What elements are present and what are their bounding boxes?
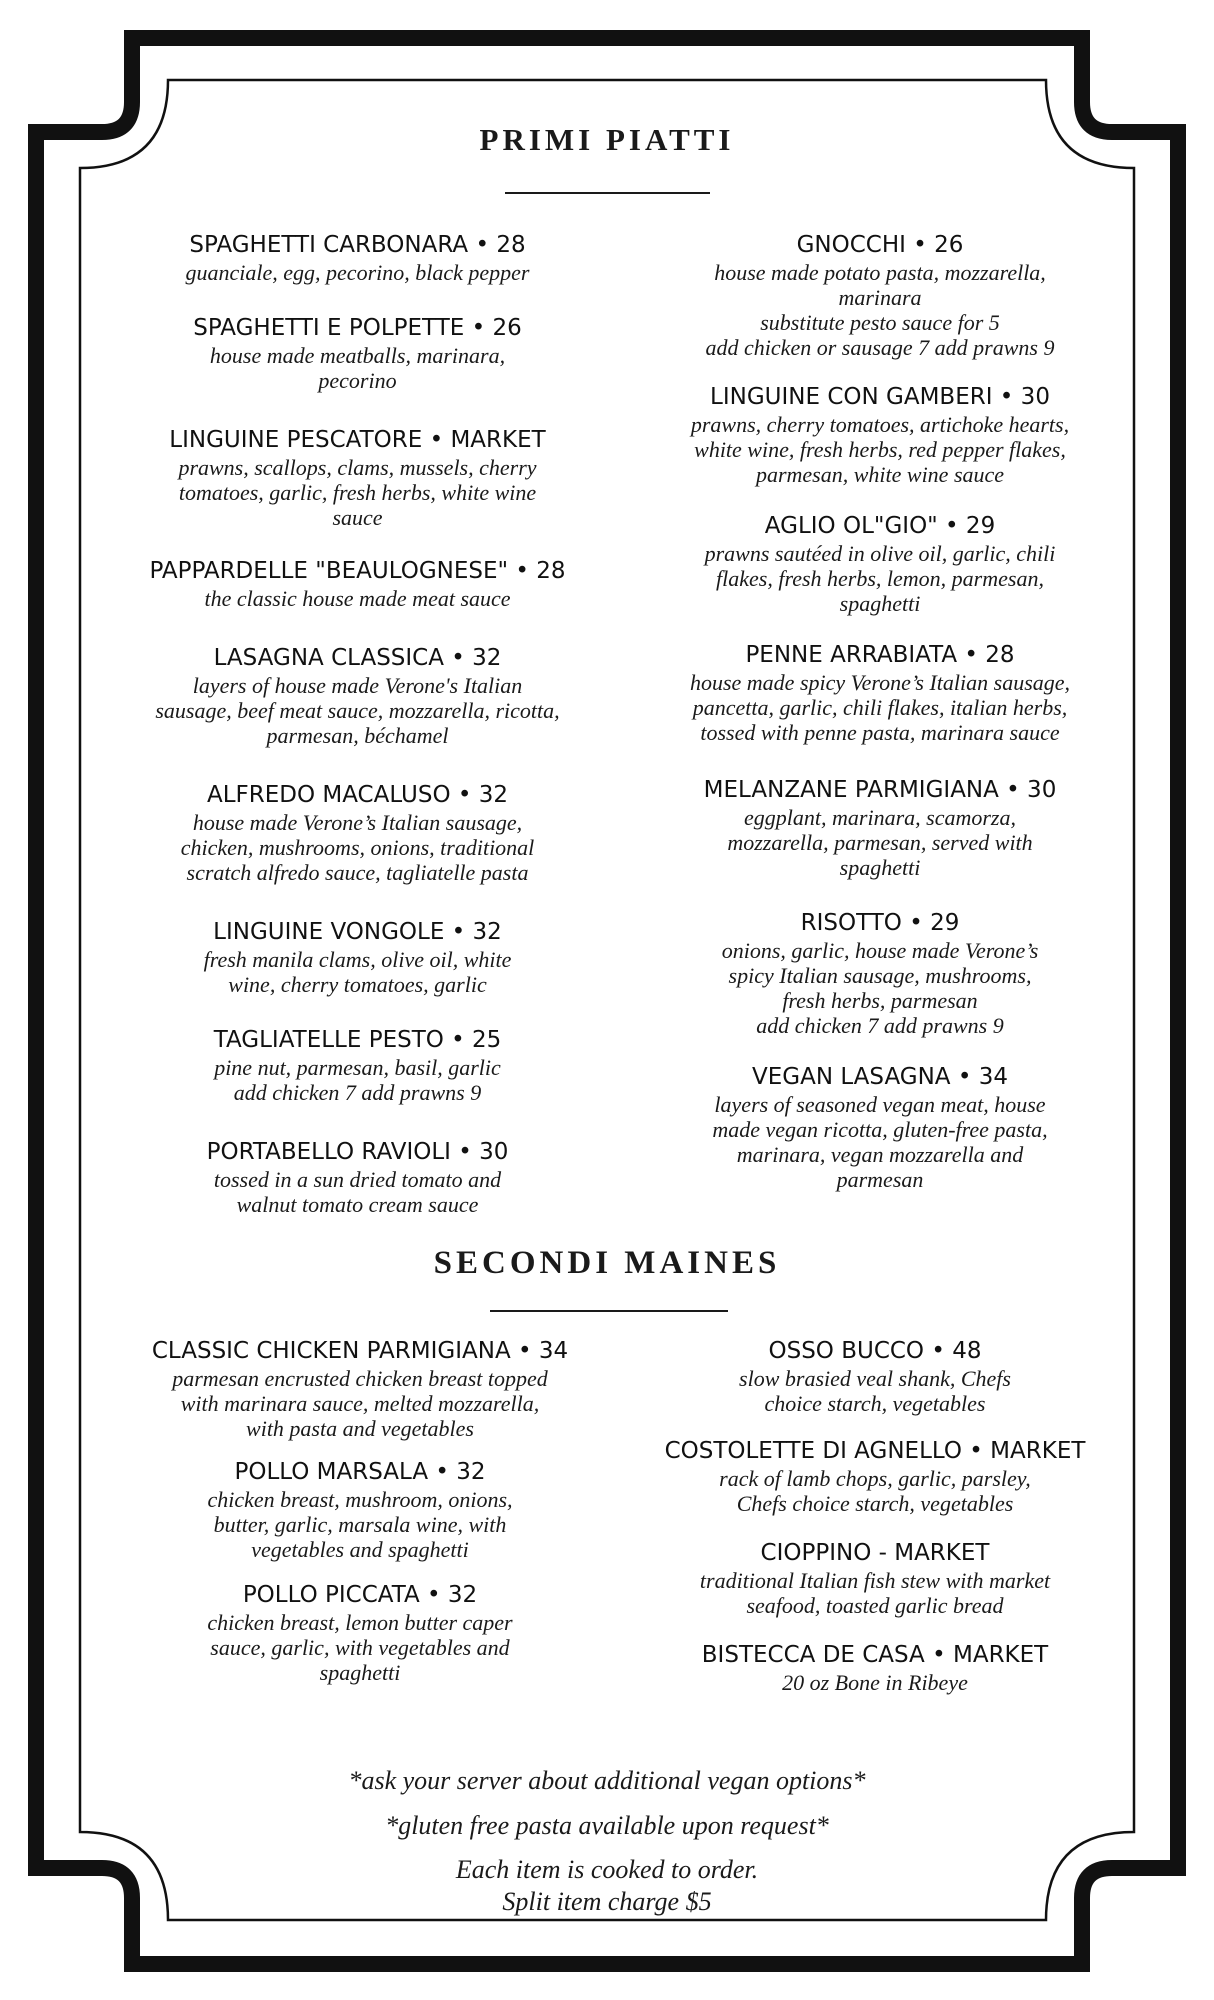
item-name: CIOPPINO - MARKET bbox=[760, 1540, 990, 1566]
menu-item bbox=[625, 1336, 1125, 1416]
item-description: prawns, cherry tomatoes, artichoke hearts, white wine, fresh herbs, red pepper flakes, parmesan, white wine sauce bbox=[690, 412, 1070, 487]
item-name: GNOCCHI • 26 bbox=[796, 232, 964, 258]
item-description: rack of lamb chops, garlic, parsley, Chefs choice starch, vegetables bbox=[719, 1466, 1031, 1516]
menu-item bbox=[100, 917, 615, 997]
item-name: TAGLIATELLE PESTO • 25 bbox=[213, 1027, 502, 1053]
item-description: prawns sautéed in olive oil, garlic, chili flakes, fresh herbs, lemon, parmesan, spaghetti bbox=[704, 541, 1056, 616]
item-description: house made meatballs, marinara, pecorino bbox=[209, 343, 506, 393]
menu-item bbox=[625, 1538, 1125, 1618]
item-name: POLLO MARSALA • 32 bbox=[234, 1459, 486, 1485]
menu-item bbox=[640, 511, 1120, 616]
item-name: CLASSIC CHICKEN PARMIGIANA • 34 bbox=[151, 1338, 569, 1364]
item-description: parmesan encrusted chicken breast topped with marinara sauce, melted mozzarella, with pasta and vegetables bbox=[172, 1366, 548, 1441]
item-description: eggplant, marinara, scamorza, mozzarella, parmesan, served with spaghetti bbox=[727, 805, 1033, 880]
item-description: prawns, scallops, clams, mussels, cherry tomatoes, garlic, fresh herbs, white wine sauce bbox=[178, 455, 537, 530]
item-name: PENNE ARRABIATA • 28 bbox=[745, 642, 1015, 668]
item-name: PAPPARDELLE "BEAULOGNESE" • 28 bbox=[149, 558, 566, 584]
menu-item bbox=[640, 640, 1120, 745]
secondi-left-column bbox=[100, 1336, 620, 1685]
item-name: LASAGNA CLASSICA • 32 bbox=[213, 645, 502, 671]
item-description: 20 oz Bone in Ribeye bbox=[782, 1670, 968, 1695]
item-description: pine nut, parmesan, basil, garlic add chicken 7 add prawns 9 bbox=[214, 1055, 501, 1105]
item-description: guanciale, egg, pecorino, black pepper bbox=[185, 260, 530, 285]
menu-item bbox=[640, 908, 1120, 1038]
section-title-primi-piatti: PRIMI PIATTI bbox=[479, 122, 735, 157]
item-name: POLLO PICCATA • 32 bbox=[242, 1582, 478, 1608]
menu-item bbox=[100, 1336, 620, 1441]
menu-item bbox=[625, 1640, 1125, 1695]
item-name: RISOTTO • 29 bbox=[800, 910, 960, 936]
item-name: OSSO BUCCO • 48 bbox=[768, 1338, 982, 1364]
primi-left-column bbox=[100, 230, 615, 1217]
item-name: LINGUINE PESCATORE • MARKET bbox=[169, 427, 546, 453]
section-divider bbox=[505, 192, 710, 194]
menu-item bbox=[100, 1025, 615, 1105]
menu-item bbox=[100, 1580, 620, 1685]
menu-item bbox=[640, 230, 1120, 360]
item-description: traditional Italian fish stew with market seafood, toasted garlic bread bbox=[699, 1568, 1051, 1618]
item-name: MELANZANE PARMIGIANA • 30 bbox=[703, 777, 1057, 803]
secondi-right-column bbox=[625, 1336, 1125, 1695]
section-divider bbox=[490, 1310, 728, 1312]
section-title-secondi-maines: SECONDI MAINES bbox=[433, 1245, 781, 1281]
item-description: house made Verone’s Italian sausage, chicken, mushrooms, onions, traditional scratch alfredo sauce, tagliatelle pasta bbox=[180, 810, 535, 885]
item-description: house made spicy Verone’s Italian sausage, pancetta, garlic, chili flakes, italian herbs, tossed with penne pasta, marinara sauce bbox=[689, 670, 1071, 745]
cooked-to-order-note: Each item is cooked to order. bbox=[455, 1855, 759, 1884]
item-description: house made potato pasta, mozzarella, marinara substitute pesto sauce for 5 add chicken or sausage 7 add prawns 9 bbox=[705, 260, 1055, 360]
menu-item bbox=[640, 382, 1120, 487]
item-name: LINGUINE CON GAMBERI • 30 bbox=[710, 384, 1050, 410]
item-name: BISTECCA DE CASA • MARKET bbox=[701, 1642, 1049, 1668]
item-name: SPAGHETTI E POLPETTE • 26 bbox=[193, 315, 522, 341]
item-description: fresh manila clams, olive oil, white wine, cherry tomatoes, garlic bbox=[203, 947, 512, 997]
item-name: VEGAN LASAGNA • 34 bbox=[752, 1064, 1008, 1090]
menu-item bbox=[100, 1137, 615, 1217]
menu-item bbox=[100, 780, 615, 885]
item-name: PORTABELLO RAVIOLI • 30 bbox=[206, 1139, 509, 1165]
menu-item bbox=[100, 643, 615, 748]
menu-item bbox=[640, 1062, 1120, 1192]
item-description: the classic house made meat sauce bbox=[204, 586, 511, 611]
vegan-options-note: *ask your server about additional vegan options* bbox=[348, 1766, 866, 1795]
menu-item bbox=[100, 313, 615, 393]
item-name: AGLIO OL"GIO" • 29 bbox=[764, 513, 996, 539]
item-name: COSTOLETTE DI AGNELLO • MARKET bbox=[664, 1438, 1086, 1464]
primi-right-column bbox=[640, 230, 1120, 1192]
gluten-free-note: *gluten free pasta available upon request* bbox=[385, 1811, 829, 1840]
item-description: slow brasied veal shank, Chefs choice starch, vegetables bbox=[739, 1366, 1011, 1416]
split-charge-note: Split item charge $5 bbox=[502, 1887, 712, 1916]
menu-item bbox=[100, 230, 615, 285]
item-description: chicken breast, mushroom, onions, butter, garlic, marsala wine, with vegetables and spaghetti bbox=[207, 1487, 513, 1562]
menu-item bbox=[100, 425, 615, 530]
item-name: LINGUINE VONGOLE • 32 bbox=[213, 919, 502, 945]
item-description: onions, garlic, house made Verone’s spicy Italian sausage, mushrooms, fresh herbs, parmesan add chicken 7 add prawns 9 bbox=[721, 938, 1039, 1038]
item-name: SPAGHETTI CARBONARA • 28 bbox=[189, 232, 526, 258]
menu-item bbox=[640, 775, 1120, 880]
item-name: ALFREDO MACALUSO • 32 bbox=[206, 782, 509, 808]
item-description: layers of house made Verone's Italian sausage, beef meat sauce, mozzarella, ricotta, parmesan, béchamel bbox=[155, 673, 560, 748]
menu-item bbox=[100, 1457, 620, 1562]
item-description: layers of seasoned vegan meat, house made vegan ricotta, gluten-free pasta, marinara, vegan mozzarella and parmesan bbox=[712, 1092, 1048, 1192]
item-description: chicken breast, lemon butter caper sauce, garlic, with vegetables and spaghetti bbox=[207, 1610, 513, 1685]
menu-item bbox=[625, 1436, 1125, 1516]
item-description: tossed in a sun dried tomato and walnut tomato cream sauce bbox=[213, 1167, 502, 1217]
menu-item bbox=[100, 556, 615, 611]
